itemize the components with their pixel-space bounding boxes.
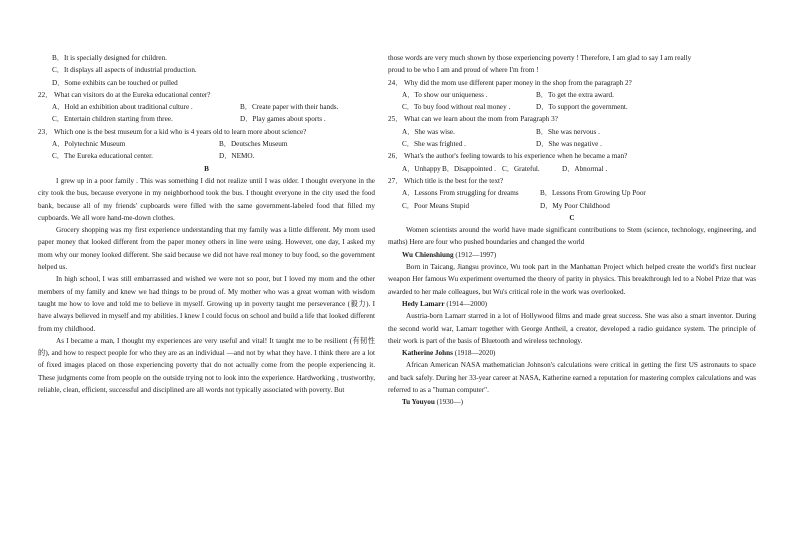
section-b-heading: B: [204, 164, 209, 173]
scientist-2-header: [388, 298, 756, 310]
passage-b-paragraph-4: As I became a man, I thought my experiences are very useful and vital! It taught me to be resilient (有韧性的), and how to respect people for who they are as an individual —and not by what they have. I think there are a lot of fixed images placed on those experiencing poverty that do not actually come from the people experiencing it. These judgments come from people on the outside trying not to look into the experience. Hardworking , trustworthy, reliable, clean, efficient, successful and disciplined are all words not typically associated with poverty. But: [38, 336, 375, 395]
scientist-1-header: [388, 249, 756, 261]
scientist-4-name: Tu Youyou: [402, 398, 435, 407]
q23-stem: 23． Which one is the best museum for a kid who is 4 years old to learn more about science?: [38, 127, 307, 136]
q26-options: [388, 163, 756, 175]
q26-option-c: C．Grateful.: [502, 164, 540, 173]
q24-option-d: D．To support the government.: [536, 103, 628, 112]
q22-stem: 22． What can visitors do at the Eureka educational center?: [38, 90, 211, 99]
q22-options-row1: [38, 101, 375, 113]
q21-option-d: D．Some exhibits can be touched or pulled: [52, 78, 178, 87]
q25-option-a: A．She was wise.: [402, 127, 455, 136]
scientist-2-name: Hedy Lamarr: [402, 299, 445, 308]
passage-b-continuation-1: those words are very much shown by those experiencing poverty ! Therefore, I am glad to say I am really: [388, 54, 692, 62]
q27-option-c: C．Poor Means Stupid: [402, 201, 470, 210]
scientist-4-years: (1930—): [436, 398, 463, 407]
q27-option-b: B．Lessons From Growing Up Poor: [540, 189, 646, 198]
q27-option-d: D．My Poor Childhood: [540, 201, 610, 210]
q23-option-d: D．NEMO.: [219, 152, 255, 161]
left-column: [38, 52, 375, 396]
q25-option-c: C．She was frighted .: [402, 140, 466, 149]
q23-options-row1: [38, 138, 375, 150]
q25-option-d: D．She was negative .: [536, 140, 602, 149]
scientist-1-name: Wu Chienshiung: [402, 250, 454, 259]
scientist-4-header: [388, 396, 756, 408]
q27-options-row2: [388, 200, 756, 212]
q24-stem: 24． Why did the mom use different paper money in the shop from the paragraph 2?: [388, 78, 632, 87]
passage-b-paragraph-2: Grocery shopping was my first experience understanding that my family was a little different. My mom used paper money that looked different from the paper money others in line were using. However, one day, I asked my mom why our money looked different. She said because we did not have real money to buy food, so the government helped us.: [38, 226, 375, 272]
q22-option-a: A．Hold an exhibition about traditional culture .: [52, 103, 193, 112]
q22-options-row2: [38, 113, 375, 125]
q24-option-a: A．To show our uniqueness .: [402, 90, 488, 99]
scientist-3-years: (1918—2020): [454, 349, 496, 358]
q24-option-c: C．To buy food without real money .: [402, 103, 511, 112]
q25-option-b: B．She was nervous .: [536, 127, 600, 136]
section-c-heading: C: [569, 213, 575, 222]
q22-option-b: B．Create paper with their hands.: [240, 103, 339, 112]
scientist-3-header: [388, 347, 756, 359]
q23-options-row2: [38, 150, 375, 162]
scientist-1-years: (1912—1997): [455, 250, 497, 259]
q27-stem: 27． Which title is the best for the text?: [388, 176, 504, 185]
q21-option-c: C．It displays all aspects of industrial production.: [52, 66, 197, 75]
q27-option-a: A．Lessons From struggling for dreams: [402, 189, 519, 198]
passage-b-paragraph-3: In high school, I was still embarrassed and wished we were not so poor, but I loved my mom and the other members of my family and knew we had things to be proud of. My mother who was a great woman with wisdom taught me how to love and told me to believe in myself. Growing up in poverty taught me perseverance (毅力). I have always believed in myself and my abilities. I knew I could focus on school and build a life that looked different from my childhood.: [38, 275, 375, 333]
scientist-3-text: African American NASA mathematician Johnson's calculations were critical in getting the first US astronauts to space and back safely. During her 33-year career at NASA, Katherine earned a reputation for mastering complex calculations and was referred to as a "human computer".: [388, 361, 756, 395]
q23-option-c: C．The Eureka educational center.: [52, 152, 153, 161]
q25-stem: 25． What can we learn about the mom from Paragraph 3?: [388, 115, 558, 124]
scientist-3-name: Katherine Johns: [402, 349, 453, 358]
scientist-2-years: (1914—2000): [446, 299, 488, 308]
passage-c-intro: Women scientists around the world have made significant contributions to Stem (science, technology, engineering, and maths) Here are four who pushed boundaries and changed the world: [388, 226, 756, 247]
q25-options-row1: [388, 126, 756, 138]
passage-b-continuation-2: proud to be who I am and proud of where I'm from !: [388, 66, 539, 75]
q23-option-a: A．Polytechnic Museum: [52, 140, 126, 149]
q23-option-b: B．Deutsches Museum: [219, 140, 288, 149]
right-column: [388, 52, 756, 409]
passage-b-paragraph-1: I grew up in a poor family . This was something I did not realize until I was older. I thought everyone in the city took the bus, because everyone in my neighborhood took the bus. I thought everyone in the city used the food bank, because all of my friends' cupboards were filled with the same government-labeled food that filled my cupboards. We all wore hand-me-down clothes.: [38, 176, 375, 222]
q26-stem: 26． What's the author's feeling towards to his experience when he became a man?: [388, 152, 628, 161]
scientist-2-text: Austria-born Lamarr starred in a lot of Hollywood films and made great success. She was also a smart inventor. During the second world war, Lamarr together with George Antheil, a creator, developed a radio guidance system. The principle of their work is part of the basis of Bluetooth and wireless technology.: [388, 312, 756, 345]
q26-option-b: B．Disappointed .: [442, 164, 496, 173]
scientist-1-text: Born in Taicang, Jiangsu province, Wu took part in the Manhattan Project which helped create the world's first nuclear weapon Her famous Wu experiment overturned the theory of parity in physics. This breakthrough led to a Nobel Prize that was awarded to her male colleagues, but Wu's critical role in the work was overlooked.: [388, 263, 756, 296]
q24-option-b: B．To get the extra award.: [536, 90, 614, 99]
q26-option-a: A．Unhappy .: [402, 164, 445, 173]
q22-option-d: D．Play games about sports .: [240, 115, 326, 124]
q24-options-row2: [388, 101, 756, 113]
q27-options-row1: [388, 187, 756, 199]
q21-option-b: B．It is specially designed for children.: [52, 54, 167, 62]
q26-option-d: D．Abnormal .: [562, 164, 608, 173]
q22-option-c: C．Entertain children starting from three.: [52, 115, 173, 124]
q25-options-row2: [388, 138, 756, 150]
q24-options-row1: [388, 89, 756, 101]
